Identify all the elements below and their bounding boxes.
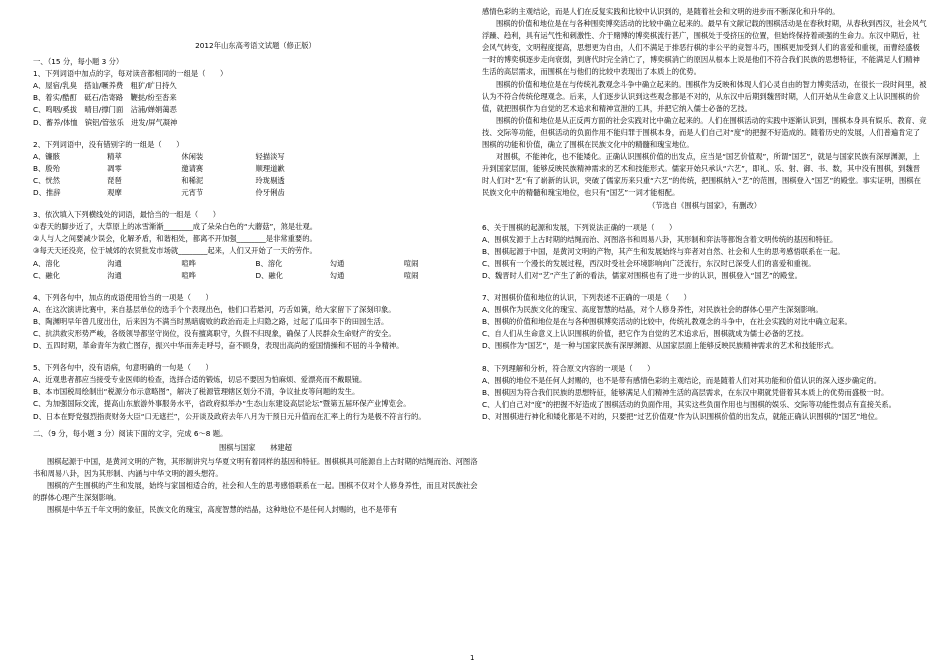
q7-option-b: B、围棋的价值和地位是在与各种围棋博奕活动的比较中，传统礼教观念的斗争中，在社会实践的对比中确立起来。 xyxy=(482,317,852,327)
question-3: 3、依次填入下列横线处的词语，最恰当的一组是（ ） xyxy=(33,210,221,220)
article-continued-1: 感情色彩的主观结论，而是人们在反复实践和比较中认识到的，是随着社会和文明的进步而不断深化和升华的。 xyxy=(482,7,840,16)
question-4: 4、下列各句中，加点的成语使用恰当的一项是（ ） xyxy=(33,292,213,302)
q2-option-c xyxy=(33,175,478,187)
q3-c-1: C、融化 xyxy=(33,270,60,280)
question-5: 5、下列各句中，没有语病，句意明确的一句是（ ） xyxy=(33,363,213,373)
q5-option-a: A、近观患者都应当接受专业医师的检查，选择合适的锻炼，切忌不要因为怕麻烦、爱漂亮而不戴眼镜。 xyxy=(33,375,367,385)
right-column xyxy=(482,6,927,423)
q7-option-c: C、自人们从生命意义上认识围棋的价值，把它作为自觉的艺术追求后，围棋就成为儒士必备的艺技。 xyxy=(482,329,809,339)
q2-d-4: 伶牙俐齿 xyxy=(255,188,285,198)
q3-d-3: 喧闹 xyxy=(403,270,419,280)
q3-b-3: 喧闹 xyxy=(403,258,419,268)
q1-option-b: B、着实/酷酊 砥石/浩寄路 鞭挞/纷至沓来 xyxy=(33,93,177,103)
q3-d-1: D、融化 xyxy=(255,270,284,280)
q2-a-4: 轻描淡写 xyxy=(255,151,285,161)
q2-d-1: D、推辞 xyxy=(33,188,61,198)
q6-option-c: C、围棋有一个漫长的发展过程，西汉时受社会环境影响向广泛流行，东汉时已深受人们的喜爱和重视。 xyxy=(482,258,816,268)
q5-option-d: D、日本在野党强烈指责财务大臣“口无遮拦”，公开谈及政府去年八月为干预日元升值而在汇率上的行为是极不符言行的。 xyxy=(33,411,426,421)
q6-option-b: B、围棋起源于中国，是黄河文明的产物，其产生和发展始终与弈者对自然、社会和人生的思考感悟联系在一起。 xyxy=(482,246,845,256)
q2-b-1: B、殷殆 xyxy=(33,163,60,173)
q3-a-2: 沟通 xyxy=(107,258,122,268)
q6-option-d: D、魏晋时人们对“艺”产生了新的看法，儒家对围棋也有了进一步的认识，围棋登入“国艺”的殿堂。 xyxy=(482,270,802,280)
q8-option-a: A、围棋的地位不是任何人封赐的，也不是带有感情色彩的主观结论，而是随着人们对其功能和价值认识的深入逐步确定的。 xyxy=(482,375,882,385)
q2-a-1: A、镰骸 xyxy=(33,151,60,161)
section-one-heading: 一、（15 分，每小题 3 分） xyxy=(33,57,124,67)
q3-sentence-1: ①春天的脚步近了，大草原上的冰雪渐渐________成了朵朵白色的“大蘑菇”，煞是壮观。 xyxy=(33,222,318,232)
q2-b-2: 凋零 xyxy=(107,163,122,173)
q2-b-3: 邀请赛 xyxy=(181,163,204,173)
q2-option-a xyxy=(33,151,478,163)
q3-a-3: 喧哗 xyxy=(181,258,196,268)
article-continued-4: 围棋的价值和地位是从正反两方面的社会实践对比中确立起来的。人们在围棋活动的实践中逐渐认识到，围棋本身具有娱乐、教育、竞技、交际等功能，但棋活动的负面作用不能归罪于围棋本身，而是人们自己对“度”的把握不好造成的。随着历史的发展，人们普遍肯定了围棋的功能和价值，确立了围棋在民族文化中的精髓和瑰宝地位。 xyxy=(482,115,927,150)
q8-option-b: B、围棋因为符合我们民族的思想特征，能够满足人们精神生活的高层需求，在东汉中期就凭借着其本质上的优势而盛极一时。 xyxy=(482,387,889,397)
article-paragraph-2: 围棋的产生围棋的产生和发展，始终与家国相适合的，社会和人生的思考感悟联系在一起。围棋不仅对个人修身养性，而且对民族社会的群体心理产生深刻影响。 xyxy=(33,481,478,503)
q3-c-3: 喧哗 xyxy=(181,270,196,280)
q2-c-4: 玲珑剔透 xyxy=(255,175,285,185)
q2-b-4: 顺理道歉 xyxy=(255,163,285,173)
q4-option-d: D、五四时期，革命青年为救亡图存，振兴中华而奔走呼号，奋不顾身，表现出高尚的爱国情操和不屈的斗争精神。 xyxy=(33,341,404,351)
q2-option-d xyxy=(33,187,478,199)
q1-option-d: D、蓄养/体恤 镔铝/管弦乐 进发/屏气凝神 xyxy=(33,117,178,127)
article-source: （节选自《围棋与国家》，有删改） xyxy=(647,200,762,210)
question-1: 1、下列词语中加点的字，每对读音都相同的一组是（ ） xyxy=(33,69,228,79)
q3-d-2: 勾通 xyxy=(329,270,345,280)
q2-c-1: C、恍然 xyxy=(33,175,60,185)
q5-option-c: C、为加强国际交流，提高山东旅游外事服务水平，省政府拟举办“生态山东建设高层论坛”暨第五届环保产业博览会。 xyxy=(33,399,411,409)
article-continued-3: 围棋的价值和地位是在与传统礼教观念斗争中确立起来的。围棋作为反映和体现人们心灵自由的智力博奕活动，在很长一段时间里，被认为不符合传统伦理观念。后来，人们逐步认识到这些观念都是不对的，从东汉中后期到魏晋时期，人们开始从生命意义上认识围棋的价值，就把围棋作为自觉的艺术追求和精神宣泄的工具，并把它纳入儒士必备的艺技。 xyxy=(482,79,927,113)
q2-option-b xyxy=(33,163,478,175)
q7-option-d: D、围棋作为“国艺”，是一种与国家民族有深厚渊源、从国家层面上能够反映民族精神需求的艺术和技能形式。 xyxy=(482,341,839,351)
q5-option-b: B、本市国税局绘制出“税源分布示意略图”，解决了税源管理辖区划分不清，争议扯皮等问题的发生。 xyxy=(33,387,360,397)
q2-c-2: 琵琶 xyxy=(107,175,122,185)
q6-option-a: A、围棋发源于上古时期的结绳而治、河图洛书和周易八卦，其形制和弈法等都饱含着文明传统的基因和特征。 xyxy=(482,234,838,244)
q2-d-2: 观摩 xyxy=(107,188,122,198)
q4-option-a: A、在这次演讲比赛中，来自基层单位的选手个个表现出色，他们口若悬河，巧舌如簧，给大家留下了深刻印象。 xyxy=(33,304,396,314)
q8-option-d: D、对围棋进行神化和矮化都是不对的，只要把“过艺价值观”作为认识围棋价值的出发点，就能正确认识围棋的“国艺”地位。 xyxy=(482,411,883,421)
q4-option-c: C、抗洪救灾形势严峻，各级领导都坚守岗位，没有擅离职守，久假不归现象，确保了人民群众生命财产的安全。 xyxy=(33,328,396,338)
q3-sentence-3: ③每天天还没亮，位于城郊的农贸批发市场就________起来，人们又开始了一天的劳作。 xyxy=(33,246,317,256)
question-2: 2、下列词语中，没有错别字的一组是（ ） xyxy=(33,139,184,149)
q1-option-a: A、屋宿/乳臭 搭讪/噘养费 粗犷/旷日持久 xyxy=(33,81,177,91)
q4-option-b: B、陶渊明早年曾几度出仕，后来因为不满当时黑暗腐败的政治而走上归隐之路，过起了瓜田李下的田园生活。 xyxy=(33,316,389,326)
q3-b-2: 勾通 xyxy=(329,258,345,268)
question-7: 7、对围棋价值和地位的认识，下列表述不正确的一项是（ ） xyxy=(482,293,691,303)
q1-option-c: C、鸣咽/奚拔 晴目/撑门面 沾浦/婵娟蔼恶 xyxy=(33,105,177,115)
article-title: 围棋与国家 林建超 xyxy=(219,442,292,452)
section-two-heading: 二、（9 分，每小题 3 分）阅读下面的文字，完成 6～8 题。 xyxy=(33,428,228,438)
article-paragraph-1: 围棋起源于中国，是黄河文明的产物，其形制讲究与华夏文明有着同样的基因和特征。围棋棋具可能源自上古时期的结绳而治、河图洛书和周易八卦，因为其形制、内涵与中华文明的源头想符。 xyxy=(33,456,478,478)
q8-option-c: C、人们自己对“度”的把握不好造成了围棋活动的负面作用，其实这些负面作用也与围棋的娱乐、交际等功能性弱点有直接关系。 xyxy=(482,399,896,409)
q3-b-1: B、溶化 xyxy=(255,258,283,268)
q3-options-ab xyxy=(33,258,478,270)
page-title: 2012年山东高考语文试题（修正版） xyxy=(195,41,316,50)
q3-a-1: A、溶化 xyxy=(33,258,60,268)
q7-option-a: A、围棋作为民族文化的瑰宝、高度智慧的结晶，对个人修身养性，对民族社会的群体心里产生深刻影响。 xyxy=(482,305,823,315)
q2-a-2: 精萃 xyxy=(107,151,122,161)
left-column xyxy=(33,6,478,516)
article-continued-5: 对围棋，不能神化，也不能矮化。正确认识围棋价值的出发点，应当是“国艺价值观”，所谓“国艺”，就是与国家民族有深厚渊源，上升到国家层面，能够反映民族精神需求的艺术和技能形式。儒家开始只承认“六艺”，即礼、乐、射、御、书、数，其中没有围棋，到魏晋时人们对“艺”有了崭新的认识，突破了儒家历来只重“六艺”的传统，把围棋纳入“艺”的范围，围棋登入“国艺”的殿堂。事实证明，围棋在民族文化中的精髓和瑰宝地位，也只有“国艺”一词才能相配。 xyxy=(482,152,921,198)
page-number: 1 xyxy=(470,654,475,662)
question-8: 8、下列理解和分析，符合原文内容的一项是（ ） xyxy=(482,363,655,373)
article-continued-2: 围棋的价值和地位是在与各种围奕博奕活动的比较中确立起来的。最早有文献记载的围棋活动是在春秋时期，从春秋到西汉，社会风气浮躁、趋利，具有运气性和刺激性、介于赌博的博奕棋流行甚广，围棋处于受挤压的位置，但始终保持着顽强的生命力。东汉中期后，社会风气转变，文明程度提高，思想更为自由，人们不满足于排恶行棋的非公平的竞智斗巧，围棋更加受到人们的喜爱和重视，而曹经盛极一时的博奕棋逐步走向衰弱，到唐代时完全消亡了，博奕棋消亡的原因从根本上说是他们不符合我们民族的思想特征，不能满足人们精神生活的高层需求，而围棋在与他们的比较中表现出了本质上的优势。 xyxy=(482,19,927,77)
article-paragraph-3: 围棋是中华五千年文明的象征，民族文化的瑰宝，高度智慧的结晶，这种地位不是任何人封赐的，也不是带有 xyxy=(47,505,398,515)
q2-c-3: 和稀泥 xyxy=(181,175,204,185)
q3-c-2: 沟通 xyxy=(107,270,122,280)
question-6: 6、关于围棋的起源和发展，下列说法正确的一项是（ ） xyxy=(482,222,677,232)
q2-a-3: 休闲装 xyxy=(181,151,204,161)
q2-d-3: 元宵节 xyxy=(181,188,204,198)
q3-options-cd xyxy=(33,270,478,282)
q3-sentence-2: ②人与人之间要减少误会，化解矛盾，和谐相处，都离不开加强________是非常重要的。 xyxy=(33,234,317,244)
